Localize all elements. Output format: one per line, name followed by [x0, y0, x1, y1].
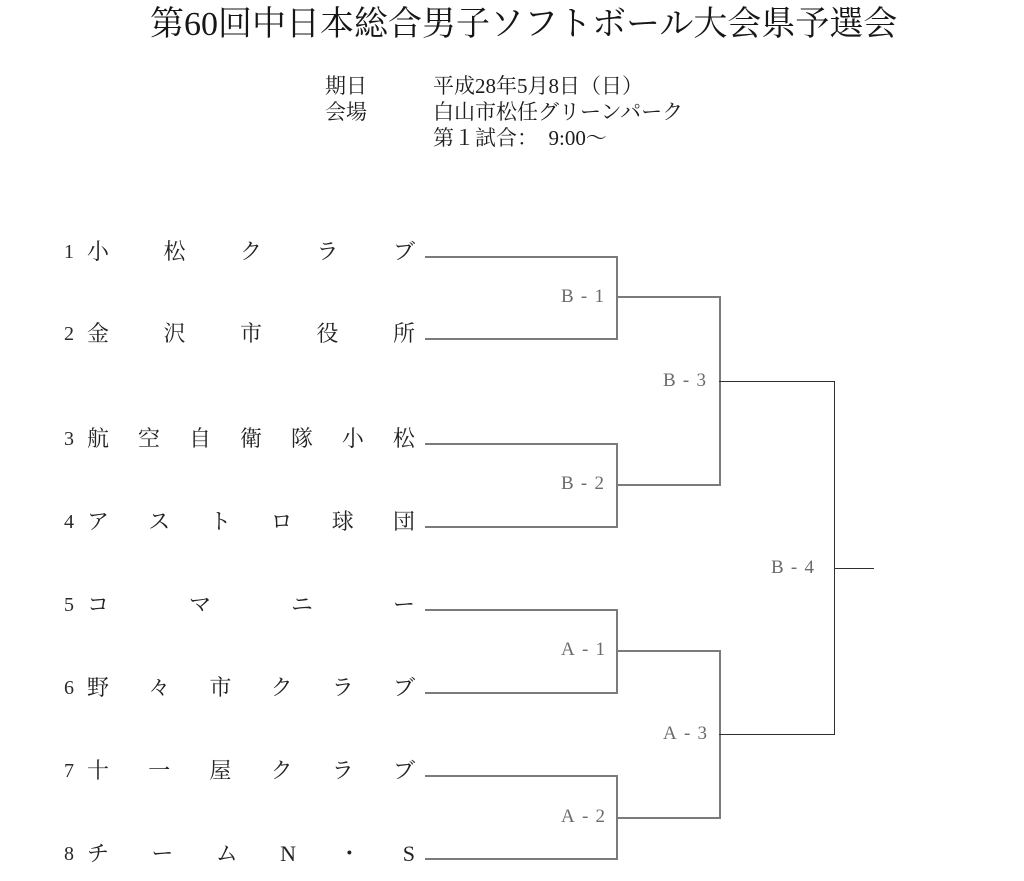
- match-a3-winner-line: [719, 734, 835, 735]
- info-row-venue: [325, 99, 683, 125]
- match-label-a3: A-3: [663, 723, 715, 744]
- match-label-b4: B-4: [771, 557, 822, 578]
- info-row-first-game: [325, 125, 683, 151]
- first-game-time: 第１試合： 9:00～: [433, 126, 607, 150]
- team-seed: 5: [64, 594, 74, 616]
- team-seed: 1: [64, 241, 74, 263]
- team7-line: [425, 775, 618, 777]
- venue-label: 会場: [325, 100, 367, 124]
- team-seed: 7: [64, 760, 74, 782]
- team-name: 野 々 市 ク ラ ブ: [87, 675, 415, 700]
- match-label-a2: A-2: [561, 806, 613, 827]
- team-seed: 3: [64, 428, 74, 450]
- first-game-label: [325, 125, 433, 151]
- page-title: 第60回中日本総合男子ソフトボール大会県予選会: [150, 6, 898, 43]
- team3-line: [425, 443, 618, 445]
- match-a1-winner-line: [616, 650, 721, 652]
- team1-line: [425, 256, 618, 258]
- match-label-b3: B-3: [663, 370, 714, 391]
- info-row-date: [325, 73, 683, 99]
- match-b4-vline: [834, 381, 835, 735]
- team4-line: [425, 526, 618, 528]
- event-info: [325, 73, 683, 151]
- team-name: ア ス ト ロ 球 団: [87, 509, 415, 534]
- match-b3-vline: [719, 296, 721, 486]
- team-name: 小 松 ク ラ ブ: [87, 239, 415, 264]
- team2-line: [425, 338, 618, 340]
- team-seed: 4: [64, 511, 74, 533]
- team-name: 十 一 屋 ク ラ ブ: [87, 758, 415, 783]
- team6-line: [425, 692, 618, 694]
- match-b2-winner-line: [616, 484, 721, 486]
- date-label: 期日: [325, 74, 367, 98]
- team8-line: [425, 858, 618, 860]
- team5-line: [425, 609, 618, 611]
- match-b3-winner-line: [719, 381, 835, 382]
- match-label-b2: B-2: [561, 473, 612, 494]
- date-value: 平成28年5月8日（日）: [433, 74, 643, 98]
- match-label-a1: A-1: [561, 639, 613, 660]
- team-seed: 6: [64, 677, 74, 699]
- match-b1-winner-line: [616, 296, 721, 298]
- champion-line: [834, 568, 874, 569]
- team-seed: 2: [64, 323, 74, 345]
- team-name: 金 沢 市 役 所: [87, 321, 415, 346]
- match-a2-winner-line: [616, 817, 721, 819]
- match-label-b1: B-1: [561, 286, 612, 307]
- team-name: チ ー ム N ・ S: [87, 841, 415, 866]
- match-b1-vline: [616, 256, 618, 340]
- team-name: コ マ ニ ー: [87, 592, 415, 617]
- venue-value: 白山市松任グリーンパーク: [433, 100, 684, 124]
- team-name: 航 空 自 衛 隊 小 松: [87, 426, 415, 451]
- team-seed: 8: [64, 843, 74, 865]
